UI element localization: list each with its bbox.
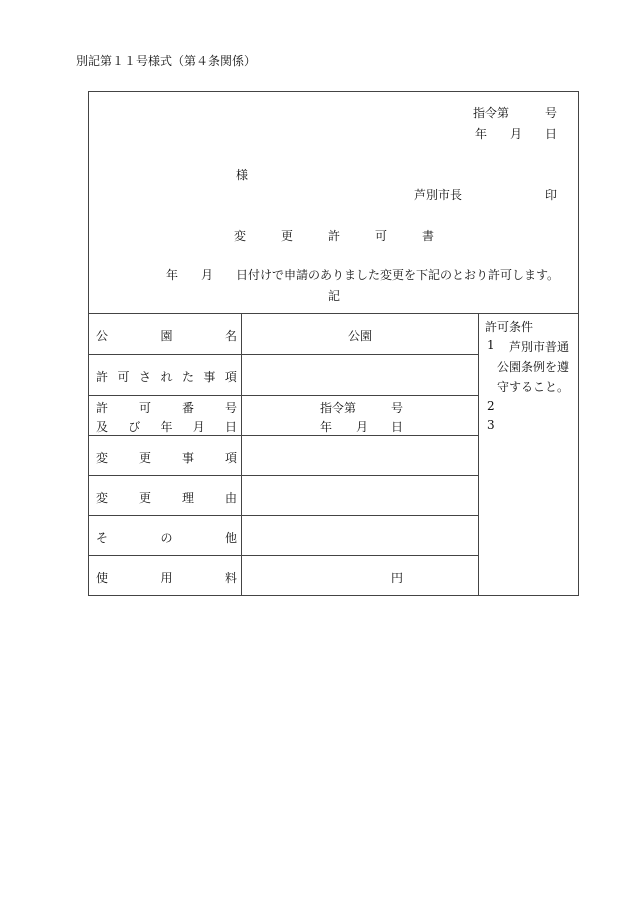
label-char: 許	[96, 370, 109, 384]
issue-day-label: 日	[545, 127, 558, 141]
label-char: そ	[96, 531, 109, 545]
permit-month-label: 月	[356, 420, 369, 434]
usage-fee-yen: 円	[390, 571, 403, 585]
label-char: 他	[224, 531, 237, 545]
column-divider-1	[241, 313, 242, 596]
label-char: 使	[96, 571, 109, 585]
title-char: 書	[421, 229, 434, 243]
ki-label: 記	[328, 289, 341, 303]
permit-day-label: 日	[391, 420, 404, 434]
label-char: 理	[181, 491, 194, 505]
row-label-permit-number	[96, 399, 237, 416]
label-char: び	[128, 420, 141, 434]
label-char: 項	[224, 370, 237, 384]
body-year-label: 年	[166, 268, 179, 282]
permit-year-label: 年	[320, 420, 333, 434]
title-char: 変	[234, 229, 247, 243]
title-char: 更	[280, 229, 293, 243]
issuer-name: 芦別市長	[414, 188, 463, 202]
label-char: 事	[203, 370, 216, 384]
condition-2-number: 2	[487, 399, 495, 413]
row-divider	[88, 435, 478, 436]
label-char: 日	[224, 420, 237, 434]
seal-mark: 印	[545, 188, 558, 202]
row-label-change-matters	[96, 449, 237, 466]
row-label-and-date	[96, 418, 237, 435]
condition-1-text-cont1: 公園条例を遵	[497, 360, 570, 374]
header-divider	[88, 313, 579, 314]
label-char: れ	[160, 370, 173, 384]
row-label-park-name	[96, 327, 237, 344]
row-label-permitted-matters	[96, 368, 237, 385]
condition-1-number: 1	[487, 338, 495, 352]
directive-number-label: 指令第	[473, 106, 510, 120]
label-char: た	[181, 370, 194, 384]
row-label-other	[96, 529, 237, 546]
row-divider	[88, 475, 478, 476]
row-label-change-reason	[96, 489, 237, 506]
label-char: 番	[181, 401, 194, 415]
label-char: 月	[192, 420, 205, 434]
row-divider	[88, 515, 478, 516]
condition-3-number: 3	[487, 418, 495, 432]
label-char: 許	[96, 401, 109, 415]
permit-directive-label: 指令第	[320, 401, 357, 415]
label-char: 由	[224, 491, 237, 505]
label-char: 公	[96, 329, 109, 343]
issue-year-label: 年	[475, 127, 488, 141]
label-char: の	[160, 531, 173, 545]
label-char: 用	[160, 571, 173, 585]
document-title	[234, 227, 434, 244]
condition-1-text-cont2: 守すること。	[497, 380, 570, 394]
directive-number-suffix: 号	[545, 106, 558, 120]
body-sentence: 日付けで申請のありました変更を下記のとおり許可します。	[236, 268, 560, 282]
label-char: 料	[224, 571, 237, 585]
label-char: 園	[160, 329, 173, 343]
addressee-suffix: 様	[236, 168, 249, 182]
row-divider	[88, 395, 478, 396]
permit-directive-suffix: 号	[391, 401, 404, 415]
label-char: 変	[96, 451, 109, 465]
label-char: 事	[181, 451, 194, 465]
park-name-value: 公園	[347, 329, 372, 343]
issue-month-label: 月	[510, 127, 523, 141]
label-char: 変	[96, 491, 109, 505]
title-char: 許	[327, 229, 340, 243]
row-divider	[88, 354, 478, 355]
label-char: さ	[138, 370, 151, 384]
title-char: 可	[374, 229, 387, 243]
label-char: 更	[138, 491, 151, 505]
column-divider-2	[478, 313, 479, 596]
row-label-usage-fee	[96, 569, 237, 586]
label-char: 項	[224, 451, 237, 465]
conditions-title: 許可条件	[485, 320, 534, 334]
label-char: 更	[138, 451, 151, 465]
label-char: 号	[224, 401, 237, 415]
condition-1-text: 芦別市普通	[509, 340, 570, 354]
body-month-label: 月	[201, 268, 214, 282]
form-caption: 別記第１１号様式（第４条関係）	[76, 54, 257, 68]
label-char: 年	[160, 420, 173, 434]
row-divider	[88, 555, 478, 556]
label-char: 可	[138, 401, 151, 415]
label-char: 名	[224, 329, 237, 343]
label-char: 及	[96, 420, 109, 434]
label-char: 可	[117, 370, 130, 384]
